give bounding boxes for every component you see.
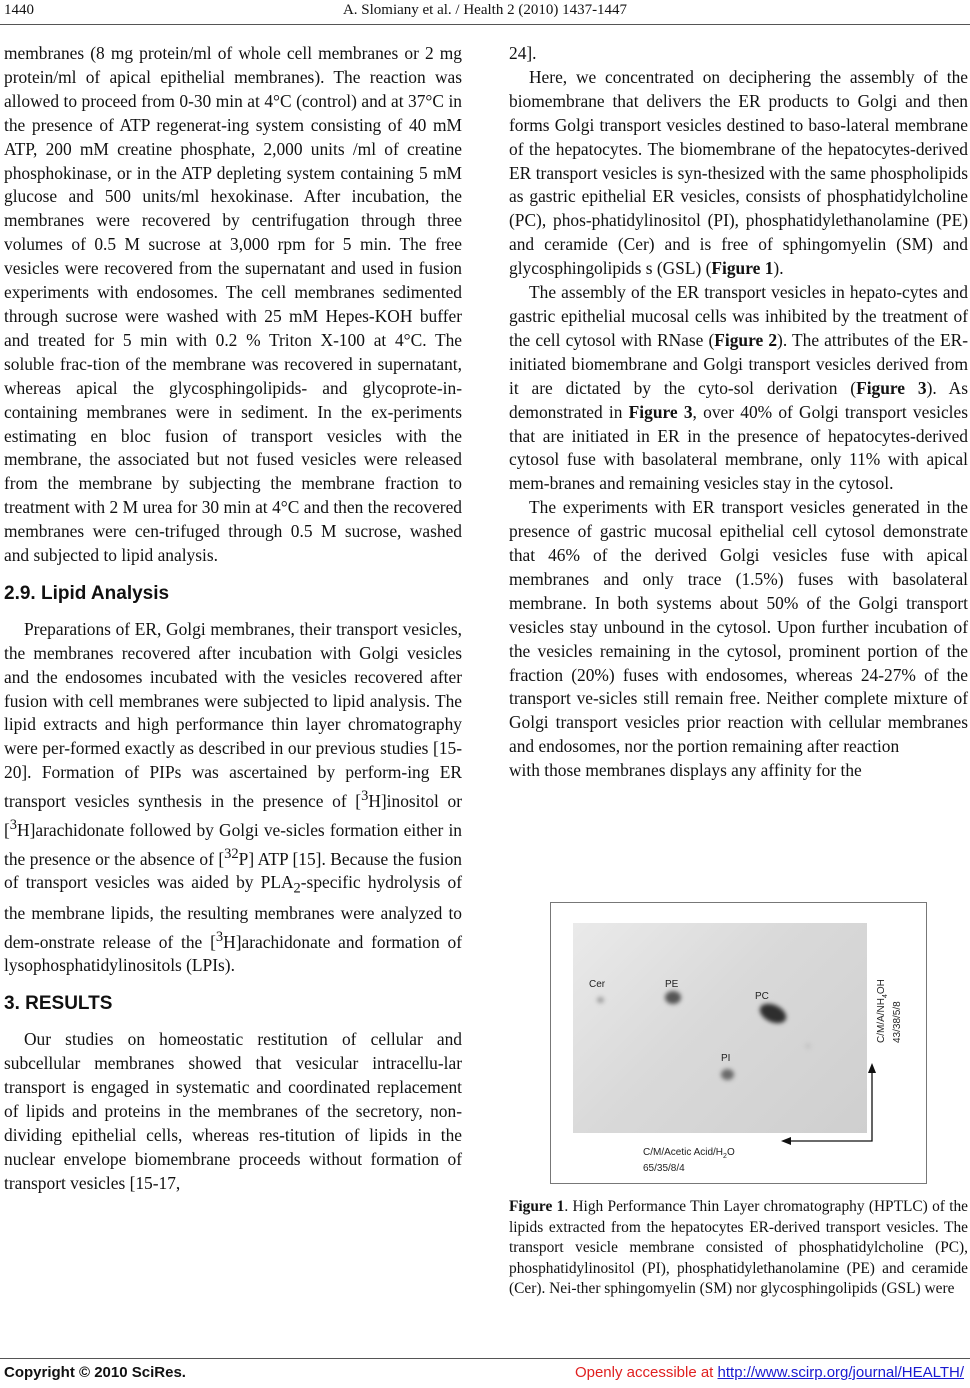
pe-label: PE: [665, 979, 679, 990]
figure-ref: Figure 3: [628, 401, 693, 422]
paragraph: Here, we concentrated on deciphering the assembly of the biomembrane that delivers the ER products to Golgi and then forms Golgi transport vesicles destined to baso-lateral membrane of the hepatocytes. The biomembrane of the hepatocytes-derived ER transport vesicles is syn-thesized with the same phospholipids as gastric epithelial ER vesicles, consists of phosphatidylcholine (PC), phos-phatidylinositol (PI), phosphatidylethanolamine (PE) and ceramide (Cer) and is free of sphingomyelin (SM) and glycosphingolipids s (GSL) (Figure 1).: [509, 66, 968, 279]
pi-label: PI: [721, 1053, 731, 1064]
solvent-direction-arrows: [551, 903, 926, 1183]
cer-label: Cer: [589, 979, 606, 990]
figure-caption: Figure 1. High Performance Thin Layer chromatography (HPTLC) of the lipids extracted from the hepatocytes ER-derived transport vesicles. The transport vesicle membrane consisted of phosphatidylcholine (PC), phosphatidylinositol (PI), phosphatidylethanolamine (PE) and ceramide (Cer). Nei-ther sphingomyelin (SM) nor glycosphingolipids (GSL) were: [509, 1198, 969, 1298]
pc-label: PC: [755, 991, 769, 1002]
section-heading: 3. RESULTS: [4, 993, 113, 1015]
paragraph: The assembly of the ER transport vesicles in hepato-cytes and gastric epithelial mucosal cells was inhibited by the treatment of the cell cytosol with RNase (Figure 2). The attributes of the ER-initiated biomembrane and Golgi transport vesicles derived from it are dictated by the cyto-sol derivation (Figure 3). As demonstrated in Figure 3, over 40% of Golgi transport vesicles that are initiated in ER in the presence of hepatocytes-derived cytosol fuse with basolateral membrane, only 11% with apical mem-branes and remaining vesicles stay in the cytosol.: [509, 282, 968, 494]
figure-ref: Figure 3: [856, 377, 927, 398]
page-footer: [0, 1364, 970, 1386]
running-head: A. Slomiany et al. / Health 2 (2010) 1437-1447: [342, 2, 628, 18]
journal-link[interactable]: http://www.scirp.org/journal/HEALTH/: [717, 1364, 964, 1381]
figure-ref: Figure 2: [714, 329, 778, 350]
solvent-vertical-label: $C/M/A/NH_4OH$ 43/38/5/8: [876, 979, 903, 1043]
paragraph: with those membranes displays any affinity for the: [509, 760, 862, 781]
paragraph: 24].: [509, 43, 537, 63]
header-rule: [0, 24, 970, 25]
hptlc-figure: [550, 902, 927, 1184]
paragraph: Preparations of ER, Golgi membranes, their transport vesicles, the membranes recovered after incubation with Golgi vesicles and the endosomes incubated with the vesicles recovered after fusion with cell membranes were subjected to lipid analysis. The lipid extracts and high performance thin layer chromatography were per-formed exactly as described in our previous studies [15-20]. Formation of PIPs was ascertained by perform-ing ER transport vesicles synthesis in the presence of [$^3$H]inositol or [$^3$H]arachidonate followed by Golgi ve-sicles formation either in the presence or the absence of [$^{32}$P] ATP [15]. Because the fusion of transport vesicles was aided by $PLA_2$-specific hydrolysis of the membrane lipids, the resulting membranes were analyzed to dem-onstrate release of the [$^3$H]arachidonate and formation of lysophosphatidylinositols (LPIs).: [4, 618, 462, 976]
footer-rule: [0, 1358, 970, 1359]
right-column: [509, 42, 968, 783]
left-column: [4, 42, 462, 1195]
page-number: 1440: [4, 2, 34, 18]
section-heading: 2.9. Lipid Analysis: [4, 582, 170, 604]
page-header: [0, 0, 970, 26]
open-access-note: Openly accessible at http://www.scirp.org/journal/HEALTH/: [574, 1364, 964, 1381]
paragraph: The experiments with ER transport vesicles generated in the presence of gastric mucosal epithelial cell cytosol demonstrate that 46% of the derived Golgi vesicles fuse with apical membranes and only trace (1.5%) fuses with basolateral membrane. In both systems about 50% of the Golgi transport vesicles stay unbound in the cytosol. Upon further incubation of the vesicles remaining in the cytosol, prominent portion of the fraction (20%) fuses with endosomes, whereas 24-27% of the transport ve-sicles still remain free. Neither complete mixture of Golgi transport vesicles prior reaction with cellular membranes and endosomes, nor the portion remaining after reaction: [509, 497, 968, 757]
figure-ref: Figure 1: [711, 258, 774, 279]
solvent-horizontal-label: C/M/Acetic Acid/$H_2O$ 65/35/8/4: [643, 1147, 735, 1174]
paragraph: membranes (8 mg protein/ml of whole cell membranes or 2 mg protein/ml of apical epithelial membranes). The reaction was allowed to proceed from 0-30 min at 4°C (control) and at 37°C in the presence of ATP regenerat-ing system consisting of 40 mM ATP, 200 mM creatine phosphate, 2,000 units /ml of creatine phosphokinase, or in the ATP depleting system containing 5 mM glucose and 500 units/ml hexokinase. After incubation, the membranes were recovered by centrifugation through three volumes of 0.5 M sucrose at 3,000 rpm for 5 min. The free vesicles were recovered from the supernatant and used in fusion experiments with endosomes. The cell membranes sedimented through sucrose were washed with 25 mM Hepes-KOH buffer and treated for 5 min with 0.2 % Triton X-100 at 4°C. The soluble frac-tion of the membrane was recovered in supernatant, whereas apical the glycosphingolipids- and glycoprote-in- containing membranes were in sediment. In the ex-periments estimating en bloc fusion of transport vesicles with the membrane, the associated but not fused vesicles were released from the membrane by subjecting the membrane fraction to treatment with 2 M urea for 30 min at 4°C and then the recovered membranes were cen-trifuged through 0.5 M sucrose, washed and subjected to lipid analysis.: [4, 43, 462, 566]
copyright: Copyright © 2010 SciRes.: [4, 1364, 186, 1381]
caption-label: Figure 1: [509, 1198, 565, 1215]
paragraph: Our studies on homeostatic restitution of cellular and subcellular membranes showed that vesicular intracellu-lar transport is engaged in systematic and coordinated replacement of lipids and proteins in the membranes of the secretory, non-dividing epithelial cells, whereas res-titution of lipids in the nuclear envelope biomembrane proceeds without formation of transport vesicles [15-17,: [4, 1029, 462, 1193]
